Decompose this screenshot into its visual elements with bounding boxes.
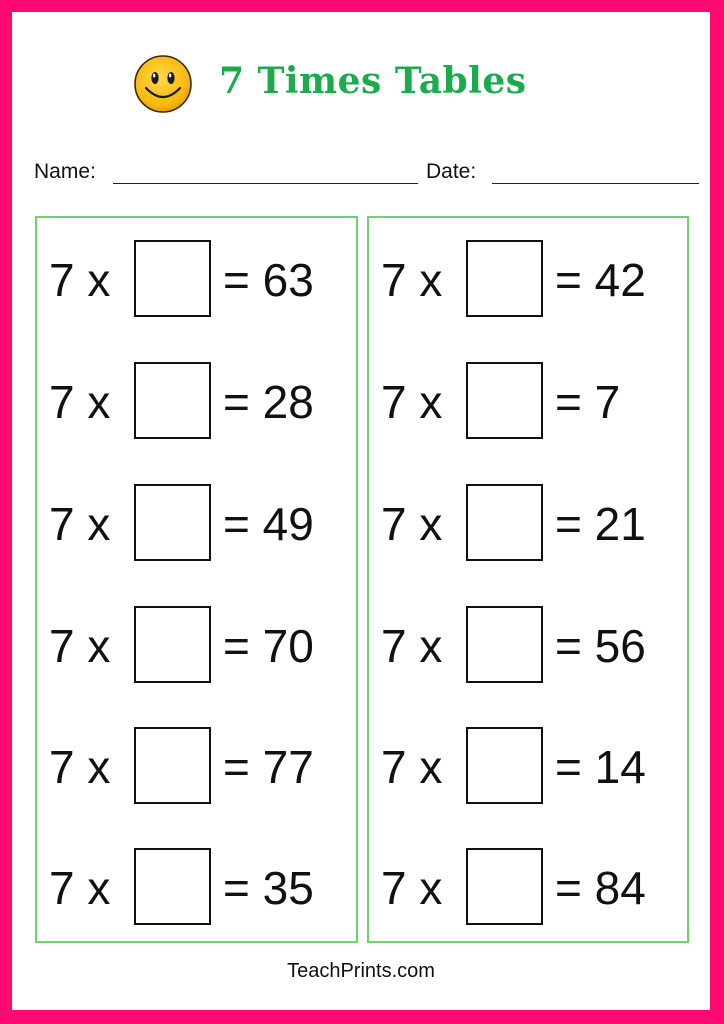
answer-box[interactable] bbox=[134, 362, 211, 439]
problem-row bbox=[369, 848, 687, 928]
problem-row bbox=[369, 606, 687, 686]
smiley-face-icon bbox=[133, 54, 193, 114]
problem-lhs: 7 x bbox=[49, 376, 111, 428]
answer-box[interactable] bbox=[466, 848, 543, 925]
left-problem-panel bbox=[35, 216, 358, 943]
problem-lhs: 7 x bbox=[381, 498, 443, 550]
worksheet-page bbox=[12, 12, 710, 1010]
problem-result: = 49 bbox=[223, 498, 314, 550]
problem-lhs: 7 x bbox=[381, 254, 443, 306]
footer-website: TeachPrints.com bbox=[287, 960, 435, 982]
problem-result: = 14 bbox=[555, 741, 646, 793]
answer-box[interactable] bbox=[134, 484, 211, 561]
problem-row bbox=[37, 362, 356, 442]
problem-lhs: 7 x bbox=[381, 741, 443, 793]
answer-box[interactable] bbox=[134, 848, 211, 925]
problem-result: = 77 bbox=[223, 741, 314, 793]
problem-row bbox=[37, 727, 356, 807]
answer-box[interactable] bbox=[466, 362, 543, 439]
problem-result: = 42 bbox=[555, 254, 646, 306]
problem-result: = 56 bbox=[555, 620, 646, 672]
problem-row bbox=[369, 727, 687, 807]
problem-result: = 70 bbox=[223, 620, 314, 672]
problem-row bbox=[369, 240, 687, 320]
problem-lhs: 7 x bbox=[49, 254, 111, 306]
problem-lhs: 7 x bbox=[381, 862, 443, 914]
problem-lhs: 7 x bbox=[381, 620, 443, 672]
problem-row bbox=[37, 848, 356, 928]
problem-row bbox=[369, 362, 687, 442]
problem-lhs: 7 x bbox=[381, 376, 443, 428]
date-label: Date: bbox=[426, 160, 477, 183]
answer-box[interactable] bbox=[466, 484, 543, 561]
problem-result: = 35 bbox=[223, 862, 314, 914]
answer-box[interactable] bbox=[466, 727, 543, 804]
problem-result: = 63 bbox=[223, 254, 314, 306]
date-field-line[interactable] bbox=[492, 183, 699, 184]
problem-lhs: 7 x bbox=[49, 620, 111, 672]
problem-result: = 28 bbox=[223, 376, 314, 428]
problem-row bbox=[369, 484, 687, 564]
problem-result: = 7 bbox=[555, 376, 621, 428]
problem-row bbox=[37, 606, 356, 686]
answer-box[interactable] bbox=[134, 240, 211, 317]
problem-lhs: 7 x bbox=[49, 741, 111, 793]
answer-box[interactable] bbox=[466, 606, 543, 683]
problem-lhs: 7 x bbox=[49, 498, 111, 550]
problem-result: = 84 bbox=[555, 862, 646, 914]
answer-box[interactable] bbox=[466, 240, 543, 317]
name-field-line[interactable] bbox=[113, 183, 418, 184]
right-problem-panel bbox=[367, 216, 689, 943]
name-label: Name: bbox=[34, 160, 96, 183]
problem-row bbox=[37, 240, 356, 320]
problem-row bbox=[37, 484, 356, 564]
problem-result: = 21 bbox=[555, 498, 646, 550]
answer-box[interactable] bbox=[134, 606, 211, 683]
problem-lhs: 7 x bbox=[49, 862, 111, 914]
worksheet-title: 7 Times Tables bbox=[219, 60, 527, 102]
answer-box[interactable] bbox=[134, 727, 211, 804]
